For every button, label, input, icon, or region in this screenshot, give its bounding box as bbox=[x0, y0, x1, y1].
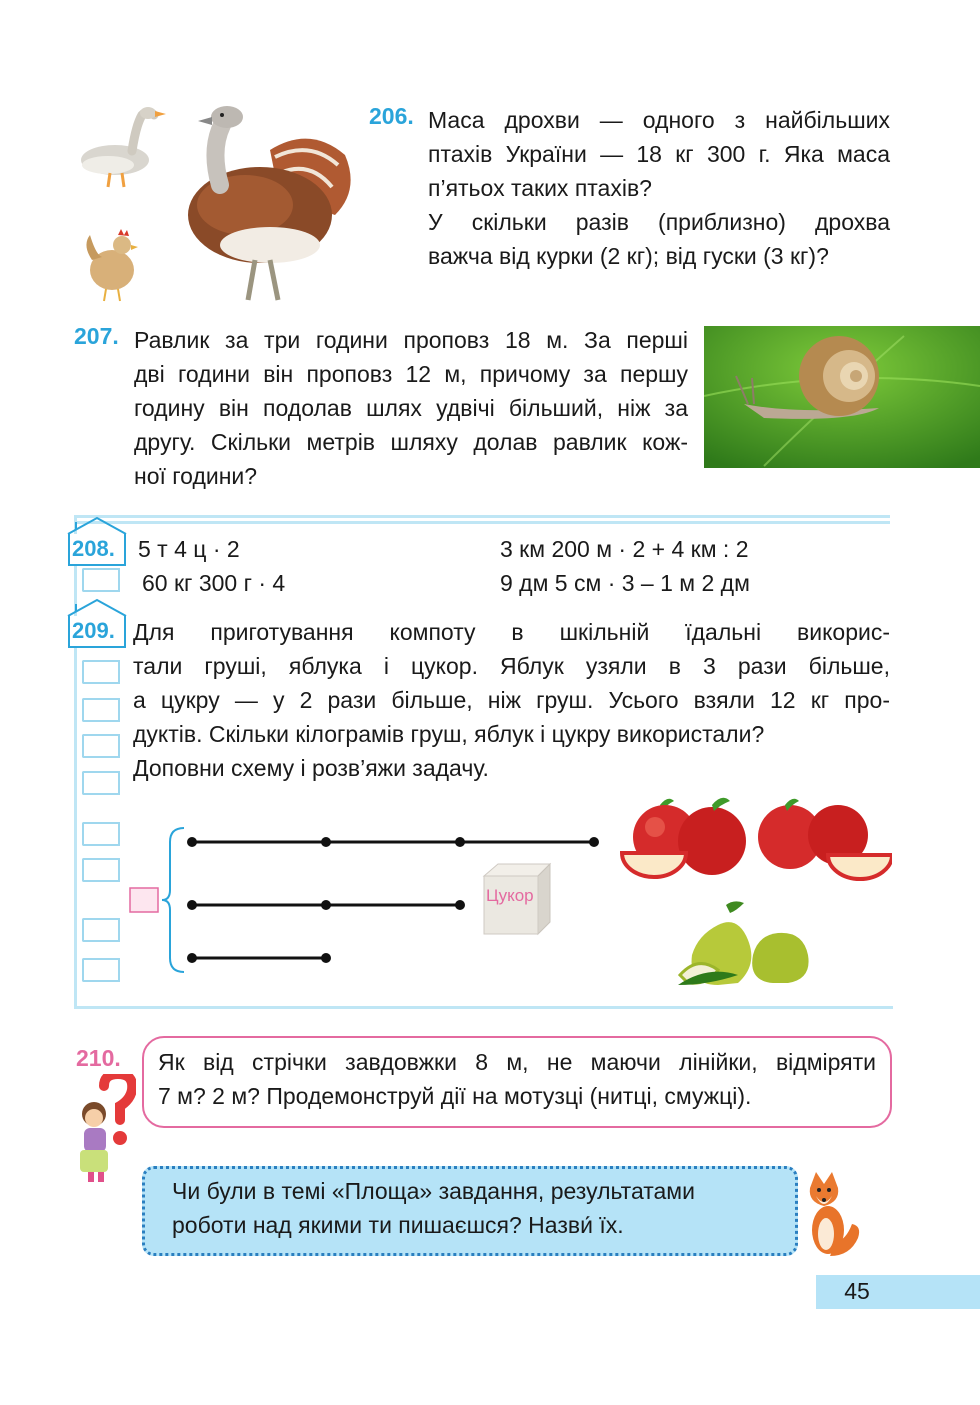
problem-206-number: 206. bbox=[369, 103, 414, 129]
panel-top-line bbox=[74, 515, 890, 524]
house-roof-icon bbox=[66, 516, 128, 536]
problem-207-line: другу. Скільки метрів шляху долав равлик кож- bbox=[134, 429, 688, 455]
problem-206-line: птахів України — 18 кг 300 г. Яка маса bbox=[428, 141, 890, 167]
sugar-label: Цукор bbox=[486, 886, 534, 905]
notebook-ring bbox=[82, 822, 118, 846]
problem-207-text bbox=[134, 323, 688, 493]
problem-209-line: Доповни схему і розв’яжи задачу. bbox=[133, 755, 489, 781]
notebook-ring bbox=[82, 660, 118, 684]
problem-206-line: важча від курки (2 кг); від гуски (3 кг)? bbox=[428, 243, 829, 269]
problem-207-line: годину він подолав шлях удвічі більший, ніж за bbox=[134, 395, 688, 421]
problem-209-line: дуктів. Скільки кілограмів груш, яблук і цукру використали? bbox=[133, 721, 765, 747]
problem-210-line: 7 м? 2 м? Продемонструй дії на мотузці (нитці, смужці). bbox=[158, 1083, 752, 1109]
problem-206-line: п’ятьох таких птахів? bbox=[428, 175, 652, 201]
problem-208-expr: 60 кг 300 г · 4 bbox=[142, 570, 286, 596]
apple-icon bbox=[622, 798, 746, 877]
problem-209-number: 209. bbox=[72, 618, 115, 643]
notebook-ring bbox=[82, 734, 118, 758]
problem-208-expr: 9 дм 5 см · 3 – 1 м 2 дм bbox=[500, 570, 750, 596]
problem-208-house bbox=[68, 532, 126, 568]
pears-image bbox=[678, 895, 818, 987]
problem-207-line: Равлик за три години проповз 18 м. За перші bbox=[134, 327, 688, 353]
problem-209-house bbox=[68, 614, 126, 650]
problem-208-expr: 3 км 200 м · 2 + 4 км : 2 bbox=[500, 536, 749, 562]
girl-question-illustration bbox=[74, 1074, 136, 1184]
house-roof-icon bbox=[66, 598, 128, 618]
reflection-line: Чи були в темі «Площа» завдання, результатами bbox=[172, 1178, 695, 1204]
notebook-ring bbox=[82, 568, 118, 592]
notebook-ring bbox=[82, 858, 118, 882]
problem-206-text bbox=[428, 103, 890, 273]
reflection-text bbox=[172, 1174, 772, 1242]
reflection-line: роботи над якими ти пишаєшся? Назви́ їх. bbox=[172, 1212, 624, 1238]
schema-brace bbox=[162, 828, 184, 972]
problem-210-line: Як від стрічки завдовжки 8 м, не маючи лінійки, відміряти bbox=[158, 1049, 876, 1075]
problem-208-number: 208. bbox=[72, 536, 115, 561]
snail-photo bbox=[704, 326, 980, 468]
apple-icon bbox=[758, 799, 892, 879]
page-number: 45 bbox=[844, 1278, 870, 1304]
problem-210-text bbox=[158, 1045, 876, 1113]
problem-208-expr: 5 т 4 ц · 2 bbox=[138, 536, 240, 562]
notebook-ring bbox=[82, 918, 118, 942]
problem-206-line: Маса дрохви — одного з найбільших bbox=[428, 107, 890, 133]
problem-207-line: ної години? bbox=[134, 463, 258, 489]
problem-209-line: тали груші, яблука і цукор. Яблук узяли в 3 рази більше, bbox=[133, 653, 890, 679]
problem-209-line: Для приготування компоту в шкільній їдальні викорис- bbox=[133, 619, 890, 645]
problem-210-number: 210. bbox=[76, 1045, 121, 1071]
notebook-ring bbox=[82, 698, 118, 722]
fox-illustration bbox=[800, 1168, 862, 1258]
problem-209-line: а цукру — у 2 рази більше, ніж груш. Усього взяли 12 кг про- bbox=[133, 687, 890, 713]
goose-image bbox=[81, 107, 166, 187]
page-number-bar bbox=[816, 1275, 980, 1309]
notebook-ring bbox=[82, 771, 118, 795]
hen-image bbox=[86, 229, 138, 301]
birds-illustration bbox=[70, 95, 370, 310]
problem-207-line: дві години він проповз 12 м, причому за першу bbox=[134, 361, 688, 387]
bustard-image bbox=[188, 106, 351, 300]
problem-207-number: 207. bbox=[74, 323, 119, 349]
notebook-ring bbox=[82, 958, 118, 982]
problem-206-line: У скільки разів (приблизно) дрохва bbox=[428, 209, 890, 235]
problem-209-text bbox=[133, 615, 890, 785]
answer-box bbox=[130, 888, 158, 912]
apples-image bbox=[620, 795, 892, 890]
sugar-box-image bbox=[482, 862, 552, 936]
